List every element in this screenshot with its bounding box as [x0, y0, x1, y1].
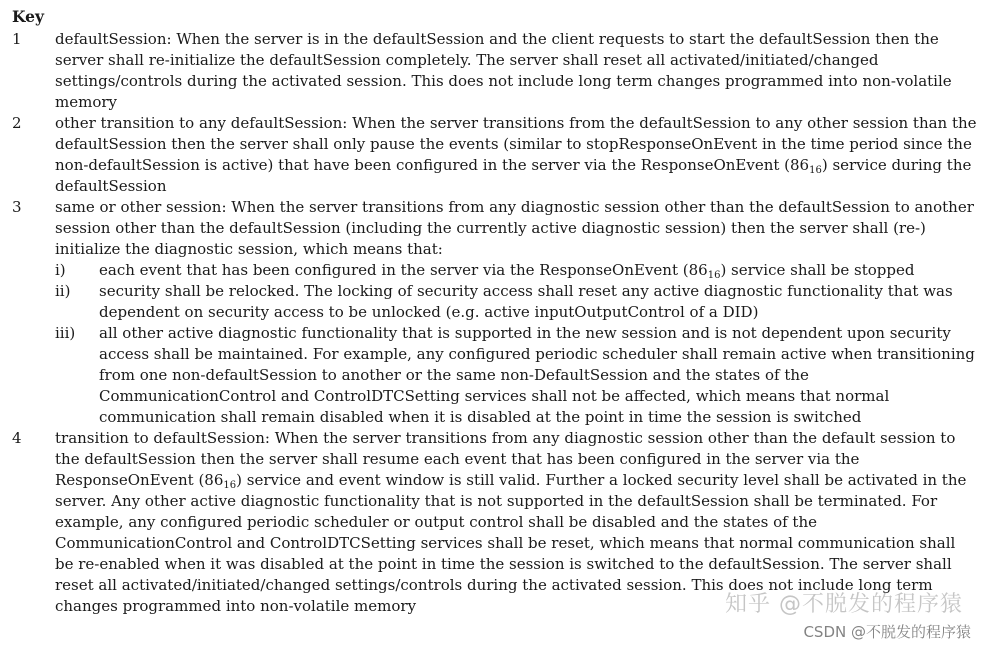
key-document	[12, 6, 978, 617]
key-item-1	[12, 29, 978, 113]
subitem-ii	[55, 281, 978, 323]
item-text: defaultSession: When the server is in the defaultSession and the client requests to start the defaultSession then the server shall re-initialize the defaultSession completely. The server shall reset all activated/initiated/changed settings/controls during the activated session. This does not include long term changes programmed into non-volatile memory	[55, 30, 952, 111]
subitem-i	[55, 260, 978, 281]
key-item-2	[12, 113, 978, 197]
subscript-base: 16	[809, 165, 822, 176]
item-number: 3	[12, 198, 22, 216]
item-text: same or other session: When the server transitions from any diagnostic session other than the defaultSession to another session other than the defaultSession (including the currently active diagnostic session) then the server shall (re-) initialize the diagnostic session, which means that:	[55, 198, 974, 258]
item-number: 2	[12, 114, 22, 132]
subitem-text-part: ) service shall be stopped	[720, 261, 915, 279]
subitem-text: all other active diagnostic functionality that is supported in the new session and is not dependent upon security access shall be maintained. For example, any configured periodic scheduler shall remain active when transitioning from one non-defaultSession to another or the same non-DefaultSession and the states of the CommunicationControl and ControlDTCSetting services shall not be affected, which means that normal communication shall remain disabled when it is disabled at the point in time the session is switched	[99, 324, 975, 426]
key-heading: Key	[12, 7, 44, 26]
subitem-roman: ii)	[55, 282, 71, 300]
item-text-part: ) service during the defaultSession	[55, 156, 972, 195]
subitem-roman: i)	[55, 261, 66, 279]
subitem-text-part: each event that has been configured in the server via the ResponseOnEvent (86	[99, 261, 708, 279]
item-text-part: other transition to any defaultSession: When the server transitions from the defaultSession to any other session than the defaultSession then the server shall only pause the events (similar to stopResponseOnEvent in the time period since the non-defaultSession is active) that have been configured in the server via the ResponseOnEvent (86	[55, 114, 977, 174]
subscript-base: 16	[223, 480, 237, 491]
watermark	[725, 592, 971, 642]
subitem-roman: iii)	[55, 324, 76, 342]
item-number: 4	[12, 429, 22, 447]
subitem-text	[99, 260, 978, 281]
zhihu-watermark: 知乎 @不脱发的程序猿	[725, 592, 963, 617]
subscript-base: 16	[707, 270, 721, 281]
csdn-watermark: CSDN @不脱发的程序猿	[803, 623, 971, 641]
subitem-iii	[55, 323, 978, 428]
item-text	[55, 113, 978, 197]
item-number: 1	[12, 30, 22, 48]
item-text-part: transition to defaultSession: When the server transitions from any diagnostic session other than the default session to the defaultSession then the server shall resume each event that has been configured in the server via the ResponseOnEvent (86	[55, 429, 956, 489]
key-item-3	[12, 197, 978, 428]
item-body	[55, 197, 978, 428]
subitem-text: security shall be relocked. The locking of security access shall reset any active diagnostic functionality that was dependent on security access to be unlocked (e.g. active inputOutputControl of a DID)	[99, 282, 953, 321]
item-text-part: ) service and event window is still valid. Further a locked security level shall be activated in the server. Any other active diagnostic functionality that is not supported in the defaultSession shall be terminated. For example, any configured periodic scheduler or output control shall be disabled and the states of the CommunicationControl and ControlDTCSetting services shall be reset, which means that normal communication shall be re-enabled when it was disabled at the point in time the session is switched to the defaultSession. The server shall reset all activated/initiated/changed settings/controls during the activated session. This does not include long term changes programmed into non-volatile memory	[55, 471, 967, 615]
